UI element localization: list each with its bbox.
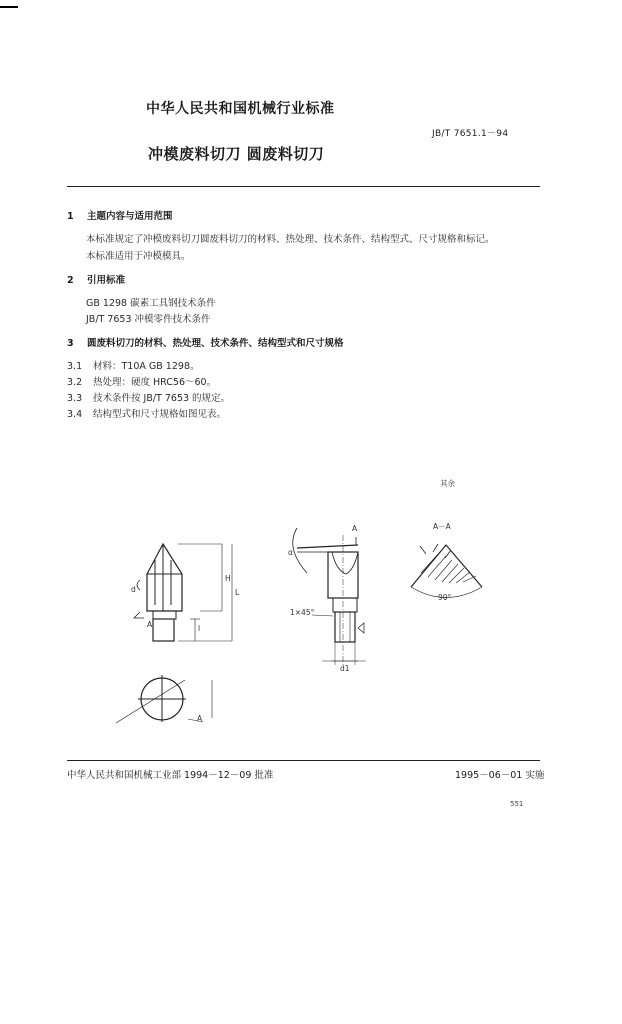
- clause-text: 技术条件按 JB/T 7653 的规定。: [93, 393, 231, 404]
- standard-issuer: 中华人民共和国机械行业标准: [146, 101, 335, 117]
- section-aa-drawing: [411, 544, 482, 598]
- a-marker-bottom: A: [197, 714, 203, 723]
- reference-standard: GB 1298 碳素工具钢技术条件: [86, 298, 216, 309]
- clause-text: 结构型式和尺寸规格如图见表。: [93, 409, 227, 420]
- dim-l-label: L: [235, 588, 240, 597]
- footer-rule: [67, 760, 540, 761]
- angle-label: 90°: [438, 593, 452, 602]
- approval-line: 中华人民共和国机械工业部 1994－12－09 批准: [67, 770, 274, 781]
- section-heading-text: 引用标准: [87, 275, 126, 286]
- dim-h-label: H: [225, 574, 231, 583]
- dim-l1-label: l: [198, 624, 201, 633]
- section-number: 2: [67, 275, 74, 286]
- page-number: 551: [510, 800, 524, 808]
- clause-text: 热处理：硬度 HRC56～60。: [93, 377, 217, 388]
- alpha-label: α: [288, 548, 293, 557]
- standard-code: JB/T 7651.1－94: [432, 129, 509, 139]
- document-title: 冲模废料切刀 圆废料切刀: [148, 145, 325, 163]
- section-label: A－A: [433, 522, 451, 531]
- dim-d-label: d: [131, 585, 136, 594]
- section-1-paragraph: 本标准规定了冲模废料切刀圆废料切刀的材料、热处理、技术条件、结构型式、尺寸规格和标记。: [86, 234, 495, 245]
- section-heading-text: 主题内容与适用范围: [87, 211, 173, 222]
- reference-standard: JB/T 7653 冲模零件技术条件: [86, 314, 211, 325]
- side-view-drawing: [293, 528, 366, 665]
- roughness-note: 其余: [440, 479, 455, 488]
- clause-number: 3.4: [67, 409, 83, 420]
- clause-number: 3.2: [67, 377, 83, 388]
- section-1-paragraph: 本标准适用于冲模模具。: [86, 251, 191, 262]
- a-marker-left: A: [147, 620, 153, 629]
- dim-d1-label: d1: [340, 664, 350, 673]
- chamfer-label: 1×45°: [290, 608, 315, 617]
- clause-number: 3.3: [67, 393, 83, 404]
- clause-number: 3.1: [67, 361, 83, 372]
- section-number: 3: [67, 338, 74, 349]
- implementation-date: 1995－06－01 实施: [455, 770, 545, 781]
- a-marker-top: A: [352, 524, 358, 533]
- clause-text: 材料：T10A GB 1298。: [93, 361, 200, 372]
- section-number: 1: [67, 211, 74, 222]
- section-heading-text: 圆废料切刀的材料、热处理、技术条件、结构型式和尺寸规格: [87, 338, 344, 349]
